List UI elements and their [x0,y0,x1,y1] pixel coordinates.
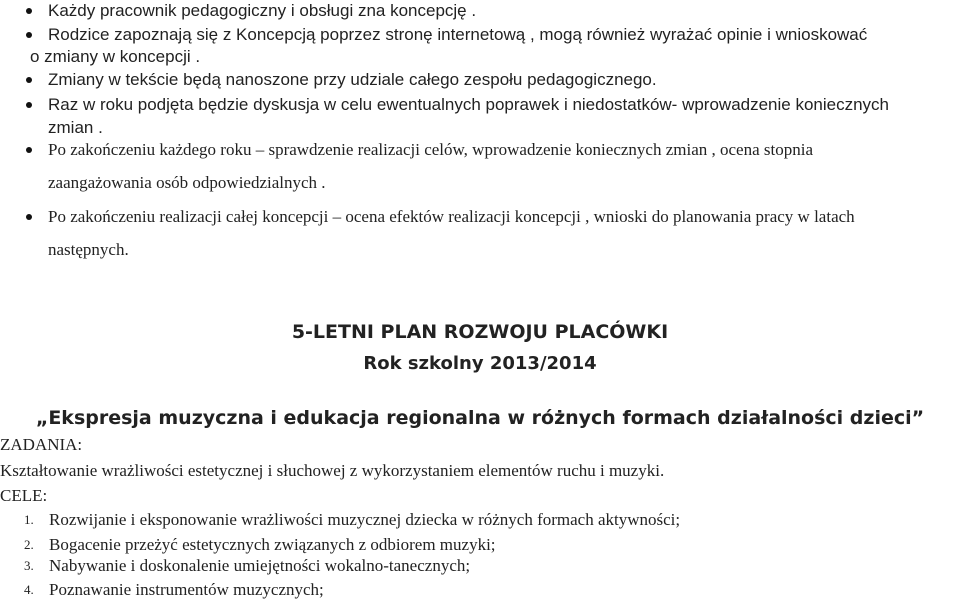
list-number: 1. [24,512,34,527]
bullet-line-continuation: zaangażowania osób odpowiedzialnych . [48,173,326,192]
bullet-icon [26,102,32,108]
plan-theme: „Ekspresja muzyczna i edukacja regionalna w różnych formach działalności dzieci” [35,407,925,429]
bullet-line: Zmiany w tekście będą nanoszone przy udziale całego zespołu pedagogicznego. [48,70,657,89]
list-text: Bogacenie przeżyć estetycznych związanych z odbiorem muzyki; [49,535,496,554]
list-number: 3. [24,558,34,573]
bullet-line: Rodzice zapoznają się z Koncepcją poprzez stronę internetową , mogą również wyrażać opinie i wnioskować [48,25,868,44]
list-text: Poznawanie instrumentów muzycznych; [49,580,324,599]
bullet-line-continuation: zmian . [48,118,103,137]
bullet-icon [26,77,32,83]
bullet-icon [26,147,32,153]
zadania-text: Kształtowanie wrażliwości estetycznej i słuchowej z wykorzystaniem elementów ruchu i muzyki. [0,461,665,480]
bullet-line-continuation: o zmiany w koncepcji . [30,47,201,66]
bullet-icon [26,214,32,220]
bullet-icon [26,32,32,38]
bullet-line: Raz w roku podjęta będzie dyskusja w celu ewentualnych poprawek i niedostatków- wprowadzenie koniecznych [48,95,890,114]
bullet-line: Po zakończeniu realizacji całej koncepcji – ocena efektów realizacji koncepcji , wnioski do planowania pracy w latach [48,207,855,226]
list-text: Nabywanie i doskonalenie umiejętności wokalno-tanecznych; [49,556,471,575]
bullet-line: Po zakończeniu każdego roku – sprawdzenie realizacji celów, wprowadzenie koniecznych zmian , ocena stopnia [48,140,813,159]
zadania-label: ZADANIA: [0,435,83,454]
bullet-line: Każdy pracownik pedagogiczny i obsługi zna koncepcję . [48,1,477,20]
list-number: 2. [24,537,34,552]
list-number: 4. [24,582,34,597]
bullet-icon [26,8,32,14]
list-text: Rozwijanie i eksponowanie wrażliwości muzycznej dziecka w różnych formach aktywności; [49,510,681,529]
bullet-line-continuation: następnych. [48,240,129,259]
cele-label: CELE: [0,486,48,505]
plan-title: 5-LETNI PLAN ROZWOJU PLACÓWKI [291,321,669,343]
school-year: Rok szkolny 2013/2014 [363,353,597,374]
